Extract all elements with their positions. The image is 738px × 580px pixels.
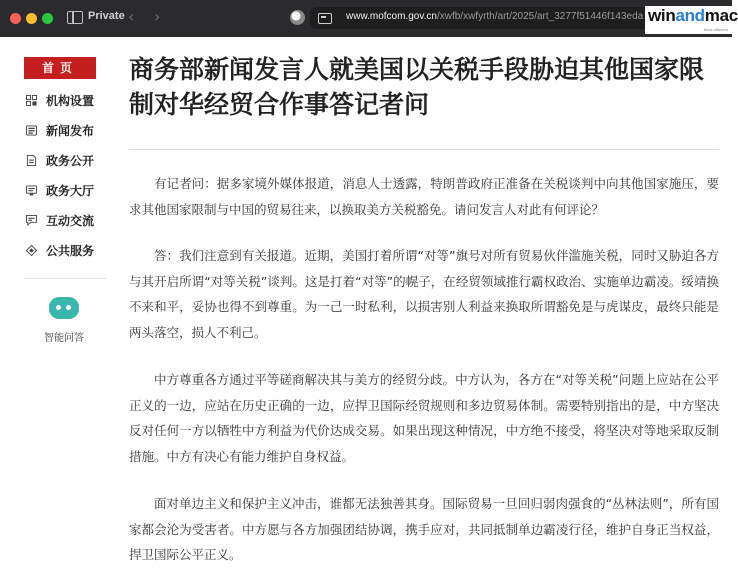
minimize-window-button[interactable] [26,13,37,24]
sidebar-item-label: 互动交流 [46,214,95,228]
address-bar[interactable] [310,7,648,29]
sidebar-item-label: 政务公开 [46,154,95,168]
sidebar-item-label: 新闻发布 [46,124,95,138]
watermark-logo [645,6,738,34]
hall-icon [26,185,37,196]
close-window-button[interactable] [10,13,21,24]
assistant-label[interactable]: 智能问答 [44,333,84,344]
watermark-tagline: think different [704,27,728,32]
url-domain: www.mofcom.gov.cn [346,11,437,22]
home-button[interactable]: 首页 [24,57,96,79]
sidebar-item-services[interactable] [24,241,108,261]
back-arrow-icon[interactable]: ‹ [128,7,135,26]
sidebar-item-interaction[interactable] [24,211,108,231]
sidebar-item-hall[interactable] [24,181,108,201]
org-grid-icon [26,95,37,106]
article-paragraph: 面对单边主义和保护主义冲击，谁都无法独善其身。国际贸易一旦回归弱肉强食的“丛林法则”，所有国家都会沦为受害者。中方愿与各方加强团结协调，携手应对，共同抵制单边霸凌行径，维护自身正当权益，捍卫国际公平正义。 [129,496,719,562]
browser-toolbar [0,0,738,37]
news-icon [26,125,37,136]
chat-icon [26,215,37,226]
article-paragraph: 中方尊重各方通过平等磋商解决其与美方的经贸分歧。中方认为，各方在“对等关税”问题上应站在公平正义的一边，应站在历史正确的一边，应捍卫国际经贸规则和多边贸易体制。需要特别指出的是，中方坚决反对任何一方以牺牲中方利益为代价达成交易。如果出现这种情况，中方绝不接受，将坚决对等地采取反制措施。中方有决心有能力维护自身权益。 [129,372,719,464]
document-icon [26,155,37,166]
sidebar-divider [24,278,106,279]
service-icon [26,245,37,256]
site-favicon-icon [290,10,305,25]
maximize-window-button[interactable] [42,13,53,24]
watermark-logo-text: winandmac [648,6,738,25]
sidebar-item-news[interactable] [24,121,108,141]
url-path: /xwfb/xwfyrth/art/2025/art_3277f51446f143eda [436,11,644,22]
sidebar-toggle-icon[interactable] [67,11,83,24]
title-divider [129,149,719,150]
forward-arrow-icon[interactable]: › [154,7,161,26]
sidebar-item-organization[interactable] [24,91,108,111]
article-paragraph: 有记者问：据多家境外媒体报道，消息人士透露，特朗普政府正准备在关税谈判中向其他国家施压，要求其他国家限制与中国的贸易往来，以换取美方关税豁免。请问发言人对此有何评论？ [129,176,719,217]
page-settings-icon[interactable] [318,13,332,24]
article-paragraph: 答：我们注意到有关报道。近期，美国打着所谓“对等”旗号对所有贸易伙伴滥施关税，同时又胁迫各方与其开启所谓“对等关税”谈判。这是打着“对等”的幌子，在经贸领域推行霸权政治、实施单边霸凌。绥靖换不来和平，妥协也得不到尊重。为一己一时私利，以损害别人利益来换取所谓豁免是与虎谋皮，最终只能是两头落空，损人不利己。 [129,248,719,340]
sidebar-item-disclosure[interactable] [24,151,108,171]
assistant-robot-icon[interactable] [49,297,79,319]
url-text[interactable] [346,11,643,22]
article-title: 商务部新闻发言人就美国以关税手段胁迫其他国家限制对华经贸合作事答记者问 [129,55,705,119]
private-mode-label: Private [88,10,125,22]
sidebar-item-label: 机构设置 [46,94,95,108]
sidebar-item-label: 政务大厅 [46,184,95,198]
sidebar-item-label: 公共服务 [46,244,95,258]
